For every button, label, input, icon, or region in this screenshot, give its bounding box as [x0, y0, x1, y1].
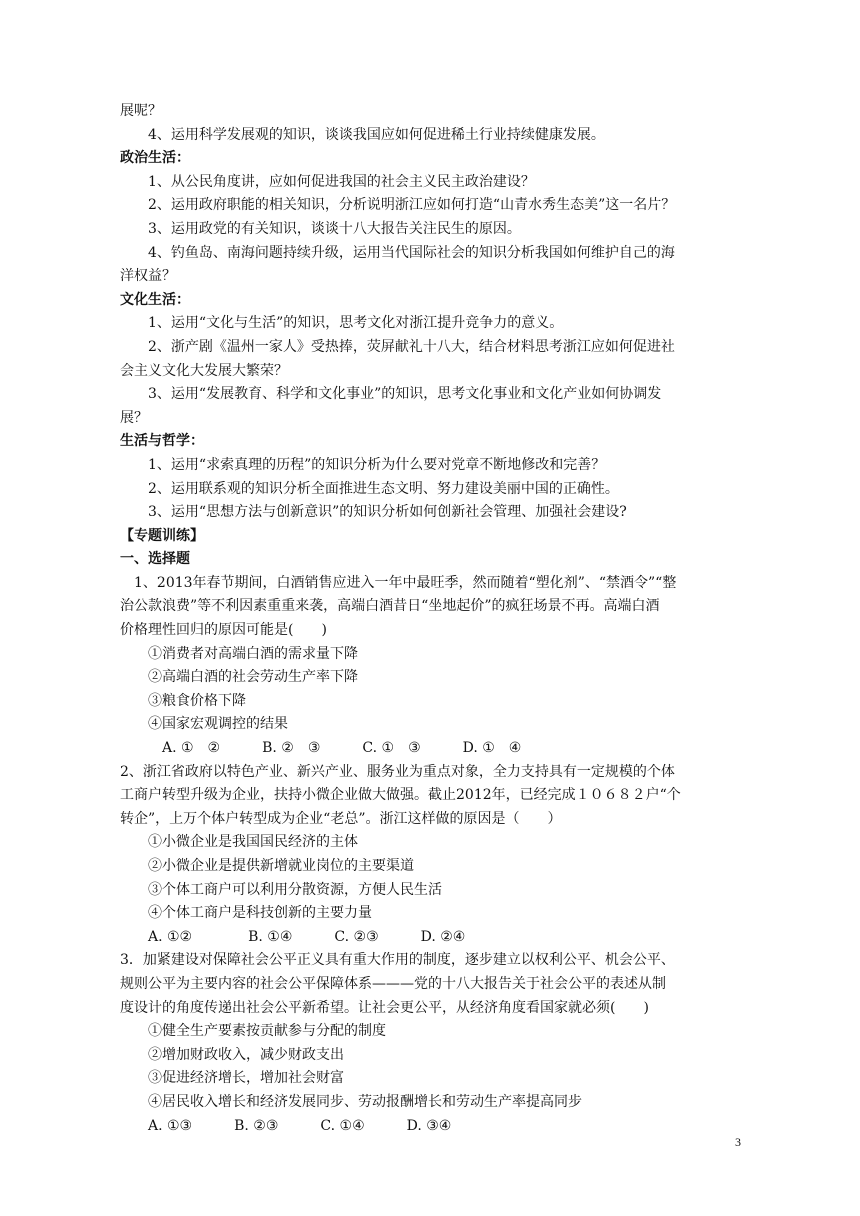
text-line: 3、运用政党的有关知识，谈谈十八大报告关注民生的原因。	[148, 220, 521, 237]
text-line: ②高端白酒的社会劳动生产率下降	[148, 669, 358, 686]
text-line: 2、运用政府职能的相关知识，分析说明浙江应如何打造“山青水秀生态美”这一名片？	[148, 197, 676, 214]
text-line: 4、运用科学发展观的知识，谈谈我国应如何促进稀土行业持续健康发展。	[148, 126, 605, 143]
text-line: 会主义文化大发展大繁荣？	[120, 362, 288, 379]
text-line: A. ①② B. ①④ C. ②③ D. ②④	[148, 928, 466, 945]
text-line: ③个体工商户可以利用分散资源，方便人民生活	[148, 881, 442, 898]
text-line: 洋权益？	[120, 268, 176, 285]
text-line: 4、钓鱼岛、南海问题持续升级，运用当代国际社会的知识分析我国如何维护自己的海	[148, 244, 675, 261]
text-line: 2、运用联系观的知识分析全面推进生态文明、努力建设美丽中国的正确性。	[148, 480, 619, 497]
page-number: 3	[735, 1135, 741, 1149]
text-line: 价格理性回归的原因可能是( )	[120, 622, 327, 639]
section-heading: 文化生活：	[120, 291, 190, 308]
document-body	[120, 100, 760, 1138]
section-heading: 一、选择题	[120, 551, 190, 568]
text-line: ④个体工商户是科技创新的主要力量	[148, 905, 372, 922]
text-line: 3、运用“思想方法与创新意识”的知识分析如何创新社会管理、加强社会建设?	[148, 504, 627, 521]
text-line: 1、运用“文化与生活”的知识，思考文化对浙江提升竞争力的意义。	[148, 315, 564, 332]
text-line: 治公款浪费”等不利因素重重来袭，高端白酒昔日“坐地起价”的疯狂场景不再。高端白酒	[120, 598, 660, 615]
text-line: ④国家宏观调控的结果	[148, 716, 288, 733]
text-line: ①小微企业是我国国民经济的主体	[148, 834, 358, 851]
text-line: 转企”，上万个体户转型成为企业“老总”。浙江这样做的原因是（ ）	[120, 810, 562, 827]
text-line: 1、运用“求索真理的历程”的知识分析为什么要对党章不断地修改和完善？	[148, 456, 606, 473]
section-heading: 生活与哲学：	[120, 433, 204, 450]
text-line: 规则公平为主要内容的社会公平保障体系———党的十八大报告关于社会公平的表述从制	[120, 975, 666, 992]
text-line: 工商户转型升级为企业，扶持小微企业做大做强。截止2012年，已经完成１０６８２户“个	[120, 787, 681, 804]
text-line: 1、2013年春节期间，白酒销售应进入一年中最旺季，然而随着“塑化剂”、“禁酒令”“整	[134, 574, 677, 591]
text-line: 3、运用“发展教育、科学和文化事业”的知识，思考文化事业和文化产业如何协调发	[148, 386, 662, 403]
text-line: ①消费者对高端白酒的需求量下降	[148, 645, 358, 662]
text-line: 1、从公民角度讲，应如何促进我国的社会主义民主政治建设？	[148, 173, 535, 190]
text-line: A. ① ② B. ② ③ C. ① ③ D. ① ④	[162, 740, 522, 757]
text-line: 展？	[120, 409, 148, 426]
section-heading: 【专题训练】	[120, 527, 204, 544]
text-line: ②小微企业是提供新增就业岗位的主要渠道	[148, 858, 414, 874]
text-line: 2、浙江省政府以特色产业、新兴产业、服务业为重点对象，全力支持具有一定规模的个体	[120, 763, 675, 780]
text-line: ③促进经济增长，增加社会财富	[148, 1070, 344, 1087]
text-line: ②增加财政收入，减少财政支出	[148, 1046, 344, 1063]
text-line: 度设计的角度传递出社会公平新希望。让社会更公平，从经济角度看国家就必须( )	[120, 999, 649, 1016]
text-line: 展呢？	[120, 103, 162, 119]
text-line: ①健全生产要素按贡献参与分配的制度	[148, 1023, 386, 1040]
text-line: ③粮食价格下降	[148, 692, 246, 709]
text-line: 3．加紧建设对保障社会公平正义具有重大作用的制度，逐步建立以权利公平、机会公平、	[120, 952, 675, 969]
text-line: A. ①③ B. ②③ C. ①④ D. ③④	[148, 1117, 452, 1134]
text-line: 2、浙产剧《温州一家人》受热捧，荧屏献礼十八大，结合材料思考浙江应如何促进社	[148, 338, 675, 355]
text-line: ④居民收入增长和经济发展同步、劳动报酬增长和劳动生产率提高同步	[148, 1093, 582, 1110]
section-heading: 政治生活：	[120, 150, 190, 167]
